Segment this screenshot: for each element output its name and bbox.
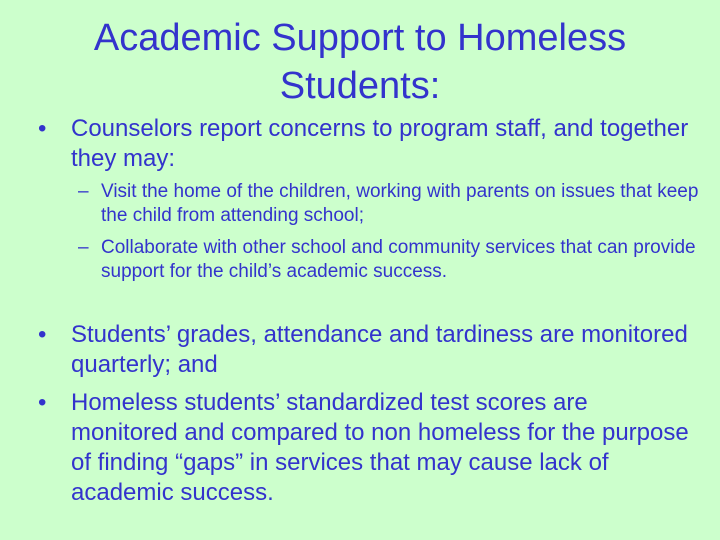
slide-title-line-2: Students: <box>279 65 441 107</box>
bullet-icon: • <box>38 321 47 348</box>
bullet-item-counselors <box>38 114 698 174</box>
bullet-item-test-scores <box>38 388 698 508</box>
bullet-text: Counselors report concerns to program staff, and together they may: <box>71 115 689 172</box>
sub-bullet-text: Collaborate with other school and community services that can provide support for the child’s academic success. <box>101 237 696 282</box>
bullet-icon: • <box>38 389 47 416</box>
dash-icon: – <box>78 181 89 202</box>
bullet-item-grades <box>38 320 698 380</box>
sub-bullet-item-collaborate <box>78 236 718 284</box>
bullet-text: Homeless students’ standardized test scores are monitored and compared to non homeless for the purpose of finding “gaps” in services that may cause lack of academic success. <box>71 389 689 506</box>
bullet-icon: • <box>38 115 47 142</box>
slide-title-line-1: Academic Support to Homeless <box>93 17 627 59</box>
bullet-text: Students’ grades, attendance and tardiness are monitored quarterly; and <box>71 321 688 378</box>
dash-icon: – <box>78 237 89 258</box>
sub-bullet-item-visit-home <box>78 180 718 228</box>
slide-title <box>0 14 720 110</box>
sub-bullet-text: Visit the home of the children, working with parents on issues that keep the child from attending school; <box>101 181 699 226</box>
